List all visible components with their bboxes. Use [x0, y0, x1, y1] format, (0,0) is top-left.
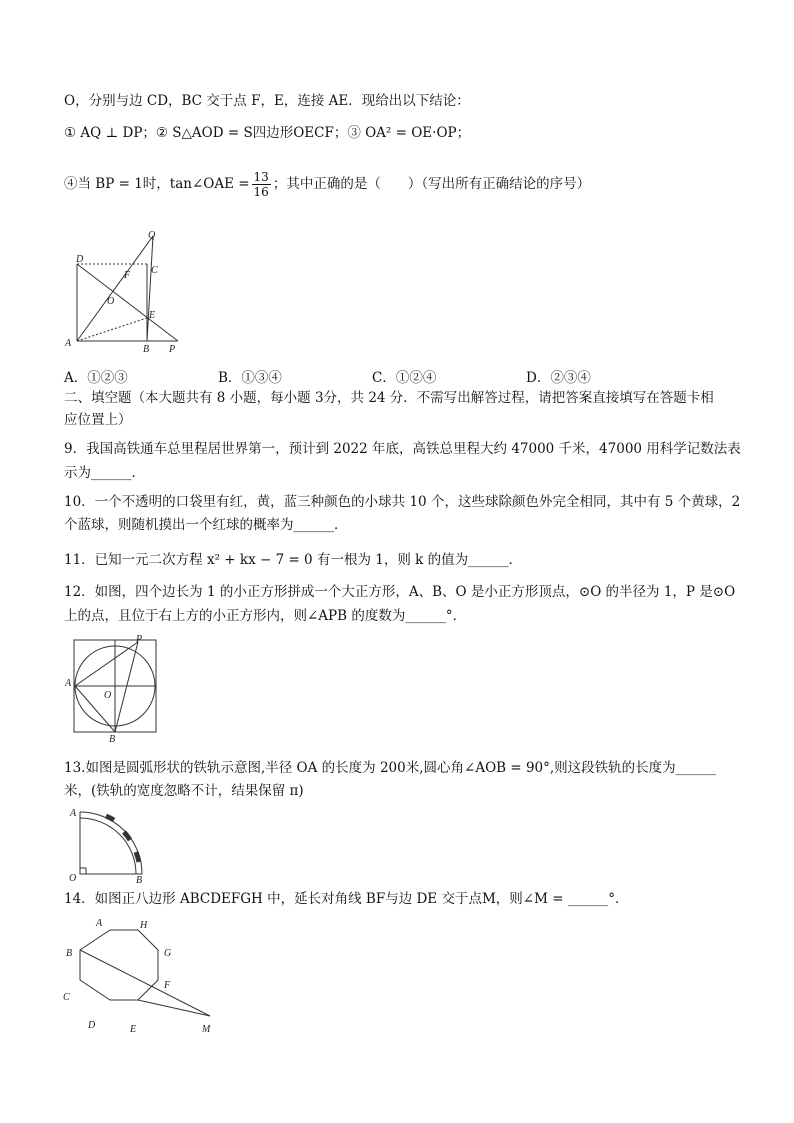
- q13-line1: 13.如图是圆弧形状的铁轨示意图,半径 OA 的长度为 200米,圆心角∠AOB = 90°,则这段铁轨的长度为______: [64, 760, 717, 776]
- q8-line3-pre: ④当 BP = 1时，tan∠OAE =: [64, 176, 250, 192]
- label-g: G: [164, 948, 172, 959]
- option-a: A．①②③: [64, 370, 128, 386]
- label-e: E: [130, 1024, 137, 1035]
- option-d: D．②③④: [526, 370, 591, 386]
- label-b: B: [136, 875, 143, 884]
- fraction-denominator: 16: [253, 185, 269, 199]
- q8-line1: O，分别与边 CD，BC 交于点 F，E，连接 AE．现给出以下结论：: [64, 93, 470, 109]
- label-b: B: [66, 948, 73, 959]
- q10-line1: 10．一个不透明的口袋里有红，黄，蓝三种颜色的小球共 10 个，这些球除颜色外完全相同，其中有 5 个黄球，2: [64, 494, 741, 510]
- q13-line2: 米，(铁轨的宽度忽略不计，结果保留 π): [64, 783, 304, 799]
- q9-line1: 9．我国高铁通车总里程居世界第一，预计到 2022 年底，高铁总里程大约 47000 千米，47000 用科学记数法表: [64, 441, 741, 457]
- q8-line3: [64, 167, 590, 201]
- label-b: B: [143, 344, 150, 355]
- label-o: O: [104, 690, 112, 701]
- label-a: A: [65, 338, 72, 349]
- label-p: P: [169, 344, 176, 355]
- label-b: B: [109, 734, 116, 744]
- section2-line2: 应位置上）: [64, 412, 132, 428]
- label-f: F: [124, 270, 131, 281]
- label-p: P: [136, 634, 143, 645]
- label-q: Q: [148, 230, 156, 241]
- label-c: C: [63, 992, 70, 1003]
- label-h: H: [140, 920, 148, 931]
- label-d: D: [76, 254, 84, 265]
- q12-line2: 上的点，且位于右上方的小正方形内，则∠APB 的度数为______°．: [64, 608, 467, 624]
- label-e: E: [149, 310, 156, 321]
- label-c: C: [151, 265, 158, 276]
- figure-octagon: [58, 914, 223, 1036]
- tan-fraction: [252, 170, 271, 199]
- q12-line1: 12．如图，四个边长为 1 的小正方形拼成一个大正方形，A、B、O 是小正方形顶点，⊙O 的半径为 1，P 是⊙O: [64, 584, 736, 600]
- figure-circle-square: [62, 632, 162, 744]
- q14-line1: 14．如图正八边形 ABCDEFGH 中，延长对角线 BF与边 DE 交于点M，则∠M = ______°．: [64, 891, 629, 907]
- label-d: D: [88, 1020, 96, 1031]
- option-b: B．①③④: [218, 370, 282, 386]
- q11-line1: 11．已知一元二次方程 x² + kx − 7 = 0 有一根为 1，则 k 的值为______．: [64, 552, 523, 568]
- label-a: A: [96, 918, 103, 929]
- option-c: C．①②④: [372, 370, 437, 386]
- section2-line1: 二、填空题（本大题共有 8 小题，每小题 3分，共 24 分．不需写出解答过程，请把答案直接填写在答题卡相: [64, 390, 714, 406]
- label-m: M: [202, 1024, 211, 1035]
- figure-square-diagram: [60, 228, 185, 355]
- figure-rail-arc: [66, 806, 150, 884]
- q8-line3-post: ；其中正确的是（ ）（写出所有正确结论的序号）: [272, 176, 591, 192]
- q9-line2: 示为______．: [64, 465, 145, 481]
- fraction-numerator: 13: [253, 170, 269, 184]
- label-o: O: [107, 296, 115, 307]
- label-a: A: [70, 808, 77, 819]
- q8-line2: ① AQ ⊥ DP；② S△AOD = S四边形OECF；③ OA² = OE·OP；: [64, 125, 471, 141]
- label-a: A: [65, 678, 72, 689]
- label-o: O: [69, 873, 77, 884]
- label-f: F: [164, 980, 171, 991]
- q10-line2: 个蓝球，则随机摸出一个红球的概率为______．: [64, 517, 348, 533]
